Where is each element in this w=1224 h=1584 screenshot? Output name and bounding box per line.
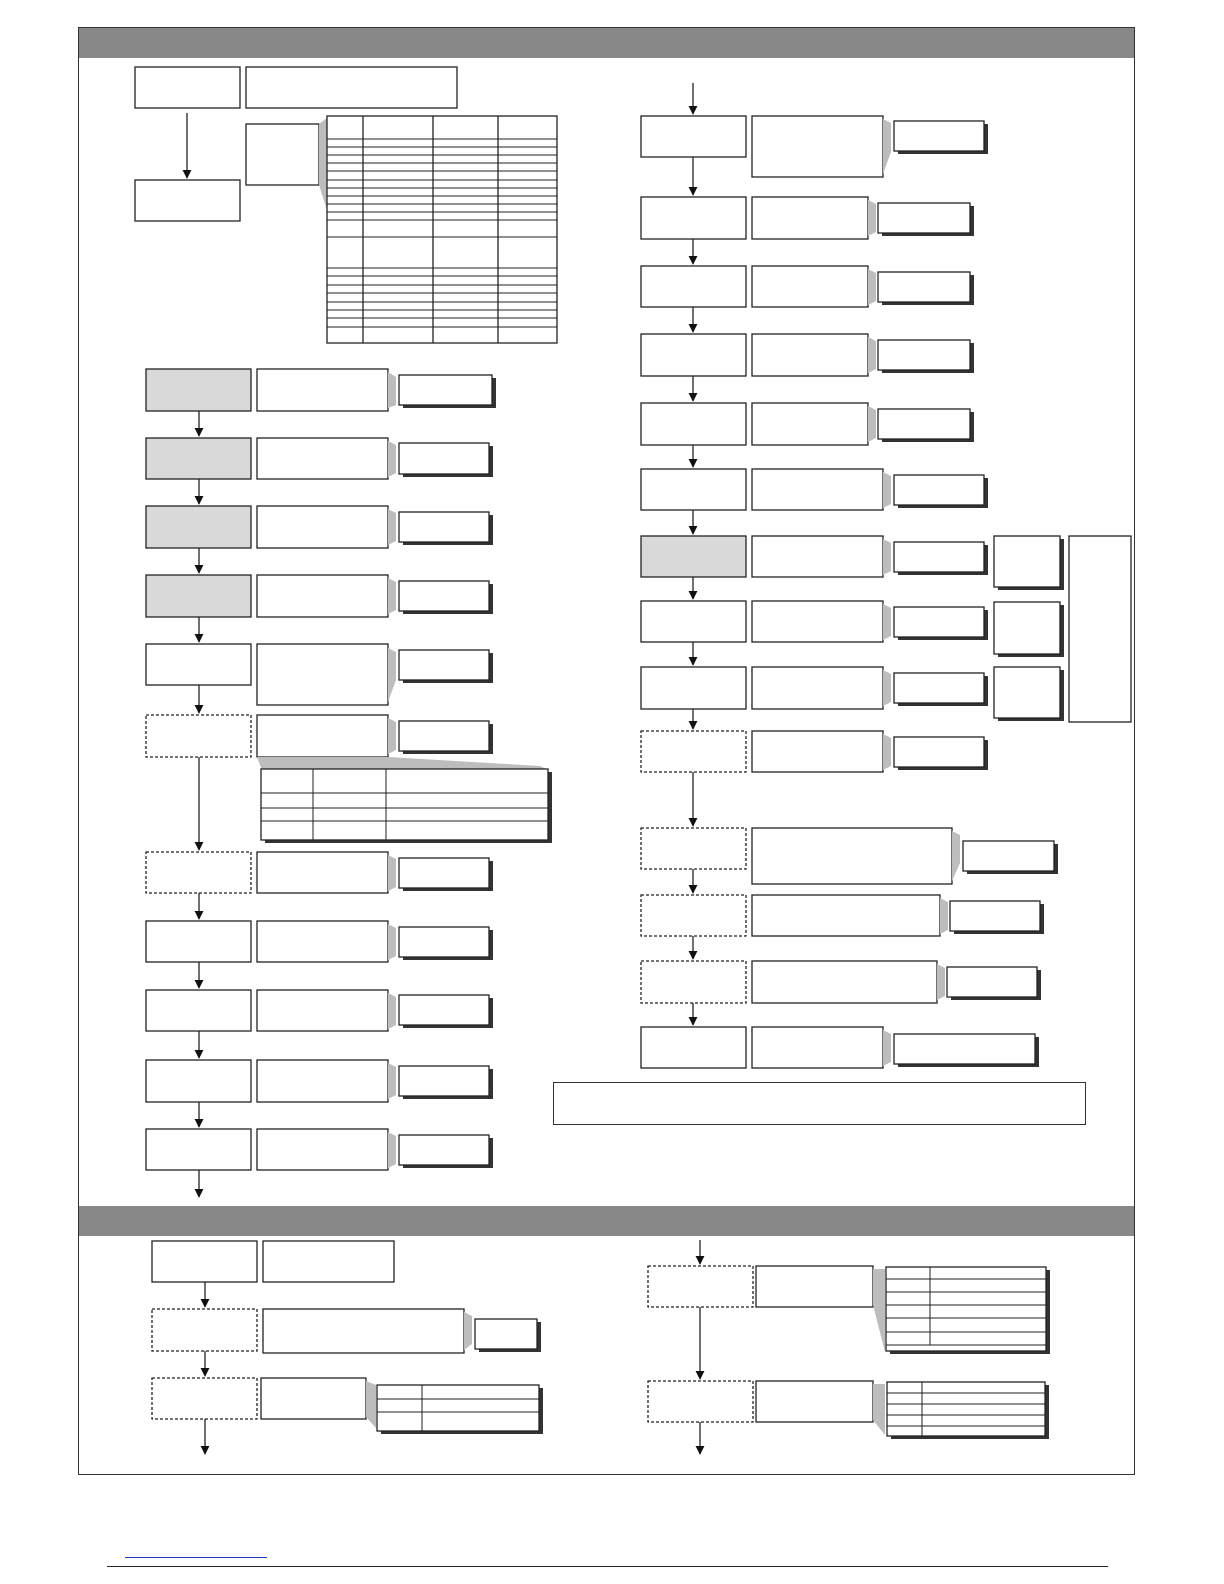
right-step-9-description <box>752 667 883 709</box>
left-step-9-value <box>399 995 489 1025</box>
left-step-1-description <box>257 369 388 411</box>
callout-pointer <box>873 1384 885 1435</box>
left-step-8 <box>146 921 251 962</box>
left-step-10-description <box>257 1060 388 1102</box>
right-step-11-value <box>963 841 1054 871</box>
left-step-6-option-table <box>261 769 548 840</box>
sec2-left-step-1-description <box>263 1241 394 1282</box>
intro-step-box <box>135 67 240 108</box>
note-box <box>553 1082 1086 1125</box>
right-step-13-description <box>752 961 937 1003</box>
right-step-2 <box>641 197 746 239</box>
right-step-8-description <box>752 601 883 642</box>
right-step-8-extra <box>994 602 1060 654</box>
callout-pointer <box>868 269 876 305</box>
callout-pointer <box>883 539 891 575</box>
parameter-label-box <box>246 124 319 185</box>
left-step-6-value <box>399 721 489 751</box>
sec2-right-step-2-description <box>756 1381 873 1422</box>
right-step-4 <box>641 334 746 376</box>
right-step-4-value <box>878 340 970 370</box>
right-step-2-value <box>878 203 970 233</box>
sec2-right-step-2-table <box>887 1382 1045 1436</box>
left-step-5 <box>146 644 251 685</box>
right-step-7-extra <box>994 536 1060 587</box>
right-step-9 <box>641 667 746 709</box>
right-step-3-description <box>752 266 868 307</box>
sec2-left-step-2-value <box>475 1319 537 1349</box>
callout-pointer <box>388 372 396 408</box>
right-step-14-description <box>752 1027 883 1068</box>
left-step-5-description <box>257 644 388 705</box>
left-step-4-value <box>399 581 489 611</box>
intro-description-box <box>246 67 457 108</box>
right-step-7-value <box>894 542 984 572</box>
left-step-9 <box>146 990 251 1031</box>
callout-pointer <box>868 406 876 442</box>
callout-pointer <box>883 1030 891 1066</box>
callout-pointer <box>873 1269 885 1352</box>
left-step-5-value <box>399 650 489 680</box>
right-step-3 <box>641 266 746 307</box>
right-step-11-optional <box>641 828 746 869</box>
left-step-1-value <box>399 375 492 405</box>
right-step-7 <box>641 536 746 577</box>
callout-pointer <box>388 1132 396 1168</box>
left-step-7-optional <box>146 852 251 893</box>
right-step-12-value <box>950 901 1040 931</box>
callout-pointer <box>257 757 548 770</box>
right-step-6-description <box>752 469 883 510</box>
left-step-8-description <box>257 921 388 962</box>
left-step-3-description <box>257 506 388 548</box>
right-step-13-optional <box>641 961 746 1003</box>
right-step-6 <box>641 469 746 510</box>
right-step-14 <box>641 1027 746 1068</box>
right-step-1-description <box>752 116 883 177</box>
callout-pointer <box>388 441 396 477</box>
right-step-13-value <box>947 967 1037 997</box>
right-step-4-description <box>752 334 868 376</box>
callout-pointer <box>464 1312 472 1350</box>
left-step-1 <box>146 369 251 411</box>
left-step-7-value <box>399 858 489 888</box>
right-step-7-description <box>752 536 883 577</box>
callout-pointer <box>940 898 948 934</box>
right-step-10-optional <box>641 731 746 772</box>
callout-pointer <box>883 734 891 770</box>
sec2-right-step-1-optional <box>648 1266 753 1307</box>
left-step-2-description <box>257 438 388 479</box>
sec2-right-step-1-description <box>756 1266 873 1307</box>
callout-pointer <box>883 604 891 640</box>
sec2-left-step-3-table <box>377 1385 539 1431</box>
right-step-12-optional <box>641 895 746 936</box>
right-step-10-description <box>752 731 883 772</box>
left-step-11-description <box>257 1129 388 1170</box>
callout-pointer <box>937 964 945 1000</box>
sec2-left-step-1 <box>152 1241 257 1282</box>
left-step-10-value <box>399 1066 489 1096</box>
callout-pointer <box>366 1381 376 1428</box>
callout-pointer <box>388 924 396 960</box>
left-step-7-description <box>257 852 388 893</box>
right-step-2-description <box>752 197 868 239</box>
left-step-11 <box>146 1129 251 1170</box>
left-step-2 <box>146 438 251 479</box>
callout-pointer <box>388 993 396 1029</box>
left-step-4 <box>146 575 251 617</box>
left-step-6-optional <box>146 715 251 757</box>
left-step-4-description <box>257 575 388 617</box>
right-step-5 <box>641 403 746 445</box>
callout-pointer <box>952 831 960 881</box>
right-step-5-value <box>878 409 970 439</box>
right-step-9-value <box>894 673 984 703</box>
sec2-right-step-1-table <box>886 1267 1046 1351</box>
callout-pointer <box>868 200 876 236</box>
left-step-3-value <box>399 512 489 542</box>
right-step-8 <box>641 601 746 642</box>
right-step-8-value <box>894 607 984 637</box>
right-step-1-value <box>894 121 984 151</box>
right-step-3-value <box>878 272 970 302</box>
left-step-2-value <box>399 443 489 474</box>
sec2-left-step-2-optional <box>152 1309 257 1351</box>
right-step-1 <box>641 116 746 157</box>
footer-link[interactable] <box>125 1557 267 1558</box>
right-step-5-description <box>752 403 868 445</box>
right-step-9-extra <box>994 667 1060 718</box>
sec2-left-step-3-optional <box>152 1378 257 1419</box>
parameter-table-rows <box>327 139 557 327</box>
left-step-10 <box>146 1060 251 1102</box>
parameter-table <box>327 116 557 343</box>
parameter-table-columns <box>363 116 498 343</box>
sec2-left-step-3-description <box>261 1378 366 1419</box>
callout-pointer <box>388 855 396 891</box>
callout-pointer <box>388 718 396 754</box>
intro-next-box <box>135 180 240 221</box>
right-step-12-description <box>752 895 940 936</box>
left-step-3 <box>146 506 251 548</box>
sec2-right-step-2-optional <box>648 1381 753 1422</box>
left-step-8-value <box>399 927 489 957</box>
right-step-14-value <box>894 1034 1035 1064</box>
right-step-11-description <box>752 828 952 884</box>
right-side-note-box <box>1069 536 1131 722</box>
callout-pointer <box>388 648 396 702</box>
left-step-9-description <box>257 990 388 1031</box>
left-step-11-value <box>399 1135 489 1165</box>
sec2-left-step-2-description <box>263 1309 464 1353</box>
callout-pointer <box>388 1063 396 1099</box>
right-step-6-value <box>894 475 984 505</box>
callout-pointer <box>883 670 891 706</box>
footer-rule <box>107 1566 1108 1567</box>
right-step-10-value <box>894 737 984 767</box>
callout-pointer <box>883 472 891 508</box>
left-step-6-description <box>257 715 388 757</box>
callout-pointer <box>388 509 396 545</box>
callout-pointer <box>388 578 396 614</box>
callout-pointer <box>868 337 876 373</box>
callout-pointer <box>319 118 327 210</box>
callout-pointer <box>883 119 891 174</box>
